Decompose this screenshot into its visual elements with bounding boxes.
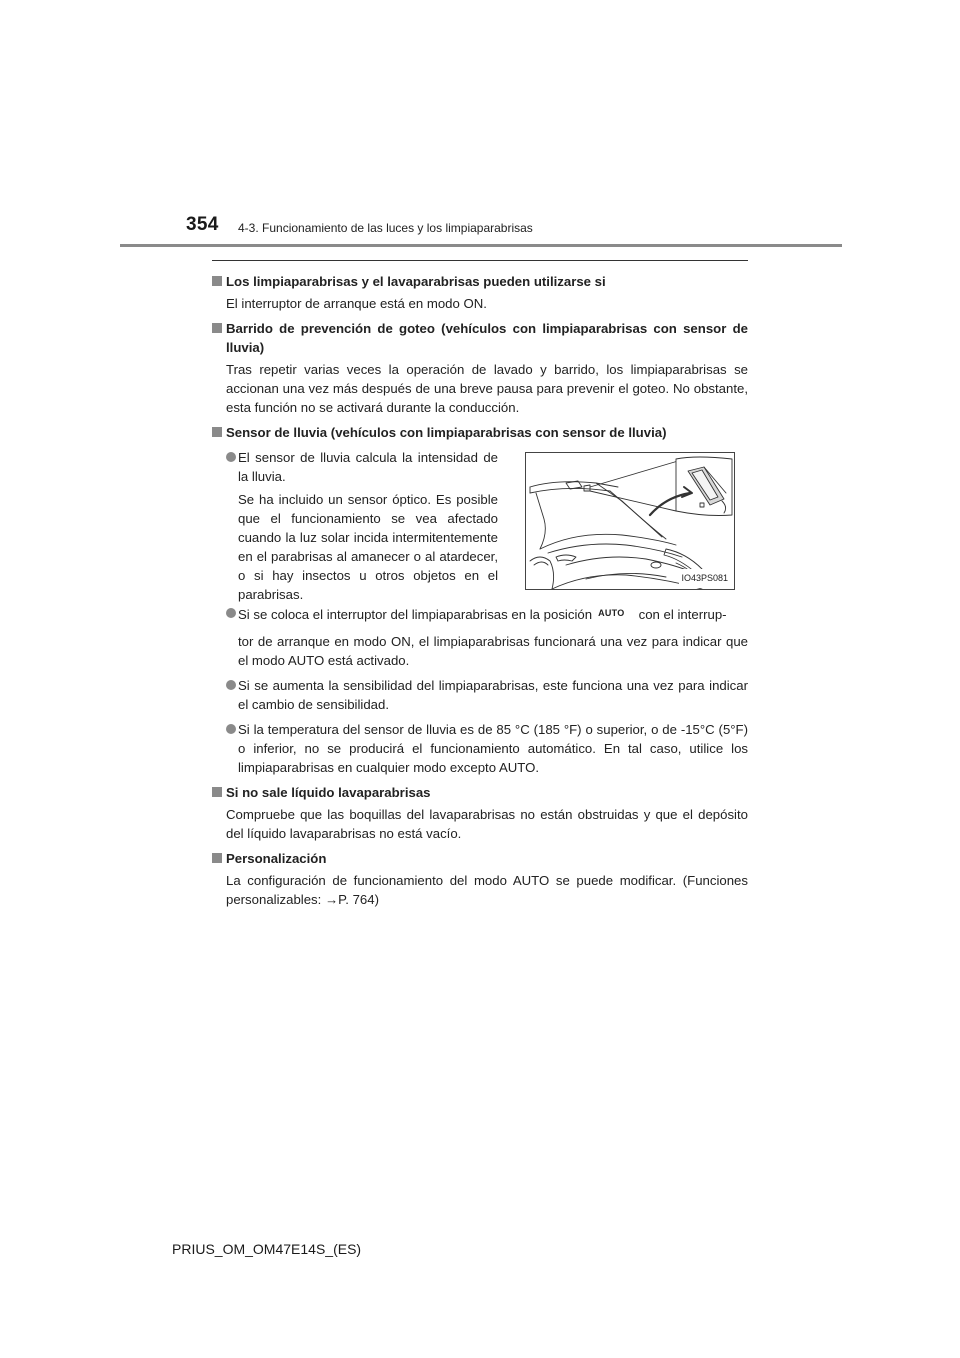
document-id-footer: PRIUS_OM_OM47E14S_(ES) — [172, 1241, 362, 1257]
bullet-text: Si se coloca el interruptor del limpiaparabrisas en la posición — [238, 607, 593, 622]
round-bullet-icon — [226, 452, 236, 462]
rain-sensor-illustration — [525, 452, 735, 590]
page-content — [212, 266, 748, 909]
section-heading — [212, 783, 748, 802]
section-heading — [212, 849, 748, 868]
round-bullet-icon — [226, 608, 236, 618]
bullet-subtext: tor de arranque en modo ON, el limpiaparabrisas funcionará una vez para indicar que el modo AUTO está activado. — [238, 634, 748, 668]
section-heading — [212, 272, 748, 291]
section-text: Compruebe que las boquillas del lavaparabrisas no están obstruidas y que el depósito del líquido lavaparabrisas no está vacío. — [226, 807, 748, 841]
square-bullet-icon — [212, 276, 222, 286]
bullet-text-continued: con el interrup- — [638, 607, 727, 622]
square-bullet-icon — [212, 323, 222, 333]
rain-sensor-text — [212, 448, 498, 604]
section-text: El interruptor de arranque está en modo ON. — [226, 296, 487, 311]
square-bullet-icon — [212, 787, 222, 797]
bullet-item — [212, 448, 498, 486]
square-bullet-icon — [212, 427, 222, 437]
bullet-text: Si se aumenta la sensibilidad del limpiaparabrisas, este funciona una vez para indicar el cambio de sensibilidad. — [238, 678, 748, 712]
square-bullet-icon — [212, 853, 222, 863]
round-bullet-icon — [226, 724, 236, 734]
heading-text: Barrido de prevención de goteo (vehículos con limpiaparabrisas con sensor de lluvia) — [226, 321, 748, 355]
bullet-item — [212, 604, 748, 624]
heading-text: Los limpiaparabrisas y el lavaparabrisas pueden utilizarse si — [226, 274, 606, 289]
bullet-text: Si la temperatura del sensor de lluvia es de 85 °C (185 °F) o superior, o de -15°C (5°F) o inferior, no se producirá el funcionamiento automático. En tal caso, utilice los limpiaparabrisas en cualquier modo excepto AUTO. — [238, 722, 748, 775]
section-heading — [212, 319, 748, 357]
rain-sensor-block — [212, 448, 748, 602]
heading-text: Si no sale líquido lavaparabrisas — [226, 785, 431, 800]
figure-code: IO43PS081 — [679, 569, 730, 588]
bullet-item — [212, 720, 748, 777]
bullet-text: El sensor de lluvia calcula la intensidad de la lluvia. — [238, 450, 498, 484]
bullet-subtext: Se ha incluido un sensor óptico. Es posible que el funcionamiento se vea afectado cuando la luz solar incida intermitentemente en el parabrisas al amanecer o al atardecer, o si hay insectos u otros objetos en el parabrisas. — [238, 492, 498, 602]
heading-text: Sensor de lluvia (vehículos con limpiaparabrisas con sensor de lluvia) — [226, 425, 667, 440]
round-bullet-icon — [226, 680, 236, 690]
page-number: 354 — [186, 214, 219, 235]
page-header — [0, 0, 960, 250]
section-text: La configuración de funcionamiento del modo AUTO se puede modificar. (Funciones personalizables: →P. 764) — [226, 873, 748, 907]
section-divider — [212, 260, 748, 261]
section-text: Tras repetir varias veces la operación de lavado y barrido, los limpiaparabrisas se accionan una vez más después de una breve pausa para prevenir el goteo. No obstante, esta función no se activará durante la conducción. — [226, 362, 748, 415]
heading-text: Personalización — [226, 851, 327, 866]
auto-switch-symbol: AUTO — [598, 608, 625, 618]
chapter-title: 4-3. Funcionamiento de las luces y los limpiaparabrisas — [238, 221, 533, 235]
bullet-item — [212, 676, 748, 714]
section-heading — [212, 423, 748, 442]
header-divider — [120, 244, 842, 247]
